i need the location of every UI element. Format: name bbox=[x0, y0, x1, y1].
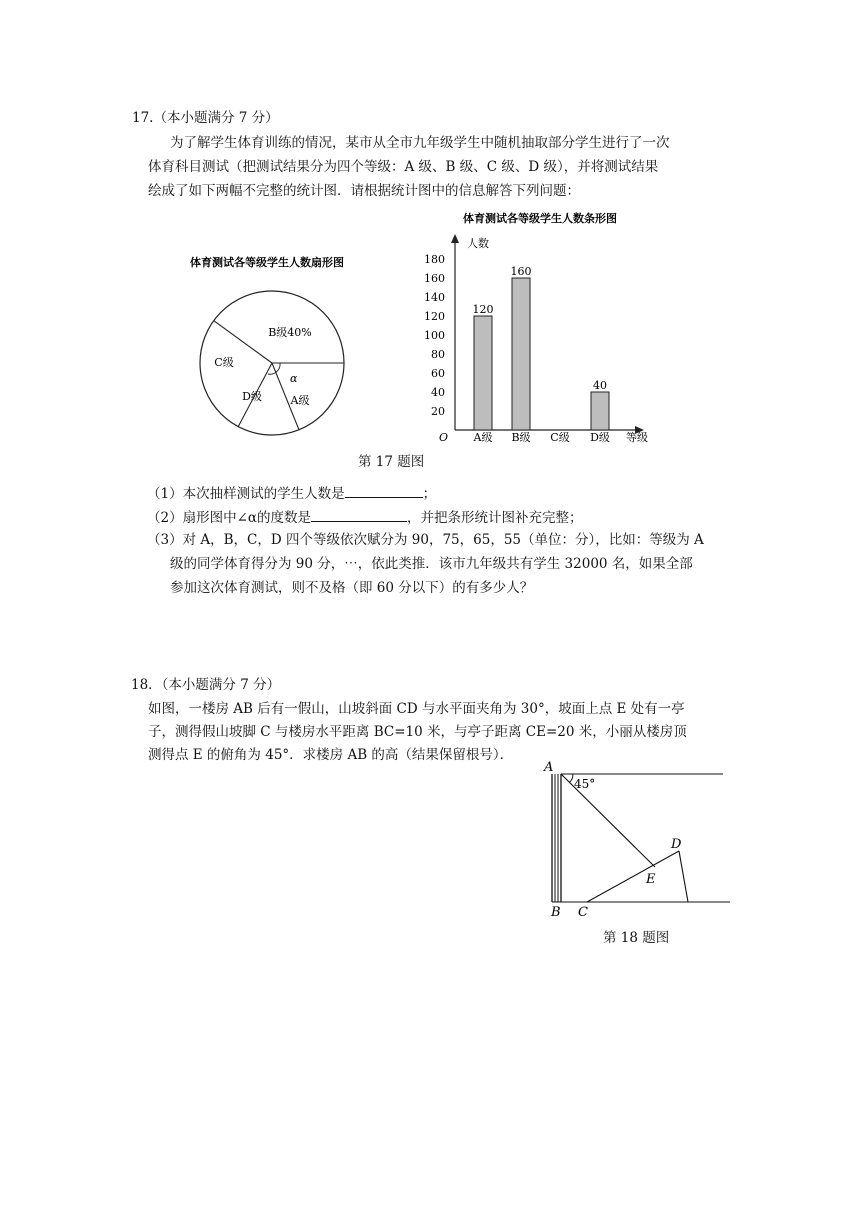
bar-data-label: 40 bbox=[593, 379, 607, 392]
q17-sub1-blank[interactable] bbox=[345, 483, 423, 498]
q17-sub1-text: （1）本次抽样测试的学生人数是 bbox=[147, 486, 345, 502]
q17-intro-line-1: 为了解学生体育训练的情况，某市从全市九年级学生中随机抽取部分学生进行了一次 bbox=[170, 135, 670, 151]
slope-cd bbox=[587, 851, 679, 902]
q18-figure bbox=[540, 755, 740, 925]
angle-arc-45 bbox=[570, 774, 574, 783]
q17-figure-caption: 第 17 题图 bbox=[358, 454, 425, 470]
q17-sub2-blank[interactable] bbox=[311, 507, 407, 522]
point-label-c: C bbox=[578, 905, 588, 920]
origin-label: O bbox=[439, 431, 449, 444]
bar-2 bbox=[512, 278, 530, 430]
y-tick-label: 100 bbox=[424, 329, 445, 342]
bar-4 bbox=[591, 392, 609, 430]
slope-back bbox=[679, 851, 688, 902]
bar-chart-xlabel: 等级 bbox=[626, 431, 648, 444]
y-tick-label: 180 bbox=[424, 253, 445, 266]
y-tick-label: 160 bbox=[424, 272, 445, 285]
q17-sub3-line-3: 参加这次体育测试，则不及格（即 60 分以下）的有多少人？ bbox=[170, 580, 534, 596]
q17-sub2-text: （2）扇形图中∠α的度数是 bbox=[147, 510, 312, 526]
q17-intro-line-3: 绘成了如下两幅不完整的统计图．请根据统计图中的信息解答下列问题： bbox=[148, 183, 580, 199]
q17-header: 17.（本小题满分 7 分） bbox=[132, 110, 279, 126]
point-label-b: B bbox=[551, 905, 561, 920]
y-tick-label: 40 bbox=[431, 386, 445, 399]
q17-sub1-suffix: ； bbox=[422, 486, 437, 502]
pie-chart-title: 体育测试各等级学生人数扇形图 bbox=[190, 256, 344, 269]
slice-label-d: D级 bbox=[242, 390, 262, 403]
q18-line-3: 测得点 E 的俯角为 45°．求楼房 AB 的高（结果保留根号）． bbox=[148, 747, 514, 763]
q17-sub2-suffix: ，并把条形统计图补充完整； bbox=[407, 510, 583, 526]
y-tick-label: 20 bbox=[431, 405, 445, 418]
bar-chart-ylabel: 人数 bbox=[467, 237, 489, 250]
x-tick-label: C级 bbox=[550, 431, 570, 444]
x-tick-label: A级 bbox=[473, 431, 493, 444]
slice-label-a: A级 bbox=[290, 394, 310, 407]
bar-1 bbox=[474, 316, 492, 430]
pie-chart bbox=[170, 240, 370, 440]
bar-chart bbox=[415, 205, 675, 450]
bar-chart-title: 体育测试各等级学生人数条形图 bbox=[463, 212, 617, 225]
q17-sub3-line-2: 级的同学体育得分为 90 分，⋯，依此类推．该市九年级共有学生 32000 名，如果全部 bbox=[170, 556, 693, 572]
slice-label-b: B级40% bbox=[268, 326, 312, 339]
angle-label-45: 45° bbox=[574, 777, 596, 791]
y-tick-label: 120 bbox=[424, 310, 445, 323]
y-axis-arrow bbox=[451, 234, 459, 243]
q18-header: 18．（本小题满分 7 分） bbox=[131, 677, 281, 693]
q18-figure-caption: 第 18 题图 bbox=[603, 930, 670, 946]
alpha-label: α bbox=[290, 372, 298, 385]
bar-data-label: 120 bbox=[472, 303, 494, 316]
x-tick-label: D级 bbox=[590, 431, 610, 444]
q18-line-1: 如图，一楼房 AB 后有一假山，山坡斜面 CD 与水平面夹角为 30°，坡面上点 E 处有一亭 bbox=[148, 701, 685, 717]
point-label-a: A bbox=[544, 760, 554, 775]
x-tick-label: B级 bbox=[511, 431, 531, 444]
q17-intro-line-2: 体育科目测试（把测试结果分为四个等级：A 级、B 级、C 级、D 级），并将测试结果 bbox=[148, 159, 659, 175]
q17-sub3-line-1: （3）对 A，B，C，D 四个等级依次赋分为 90，75，65，55（单位：分），比如：等级为 A bbox=[147, 532, 704, 548]
point-label-d: D bbox=[671, 837, 682, 852]
q17-sub1 bbox=[147, 483, 436, 504]
q18-line-2: 子，测得假山坡脚 C 与楼房水平距离 BC=10 米，与亭子距离 CE=20 米，小丽从楼房顶 bbox=[148, 724, 687, 740]
y-tick-label: 60 bbox=[431, 367, 445, 380]
q17-sub2 bbox=[147, 507, 583, 528]
slice-label-c: C级 bbox=[214, 356, 234, 369]
point-label-e: E bbox=[646, 872, 656, 887]
bar-data-label: 160 bbox=[510, 265, 532, 278]
y-tick-label: 80 bbox=[431, 348, 445, 361]
y-tick-label: 140 bbox=[424, 291, 445, 304]
